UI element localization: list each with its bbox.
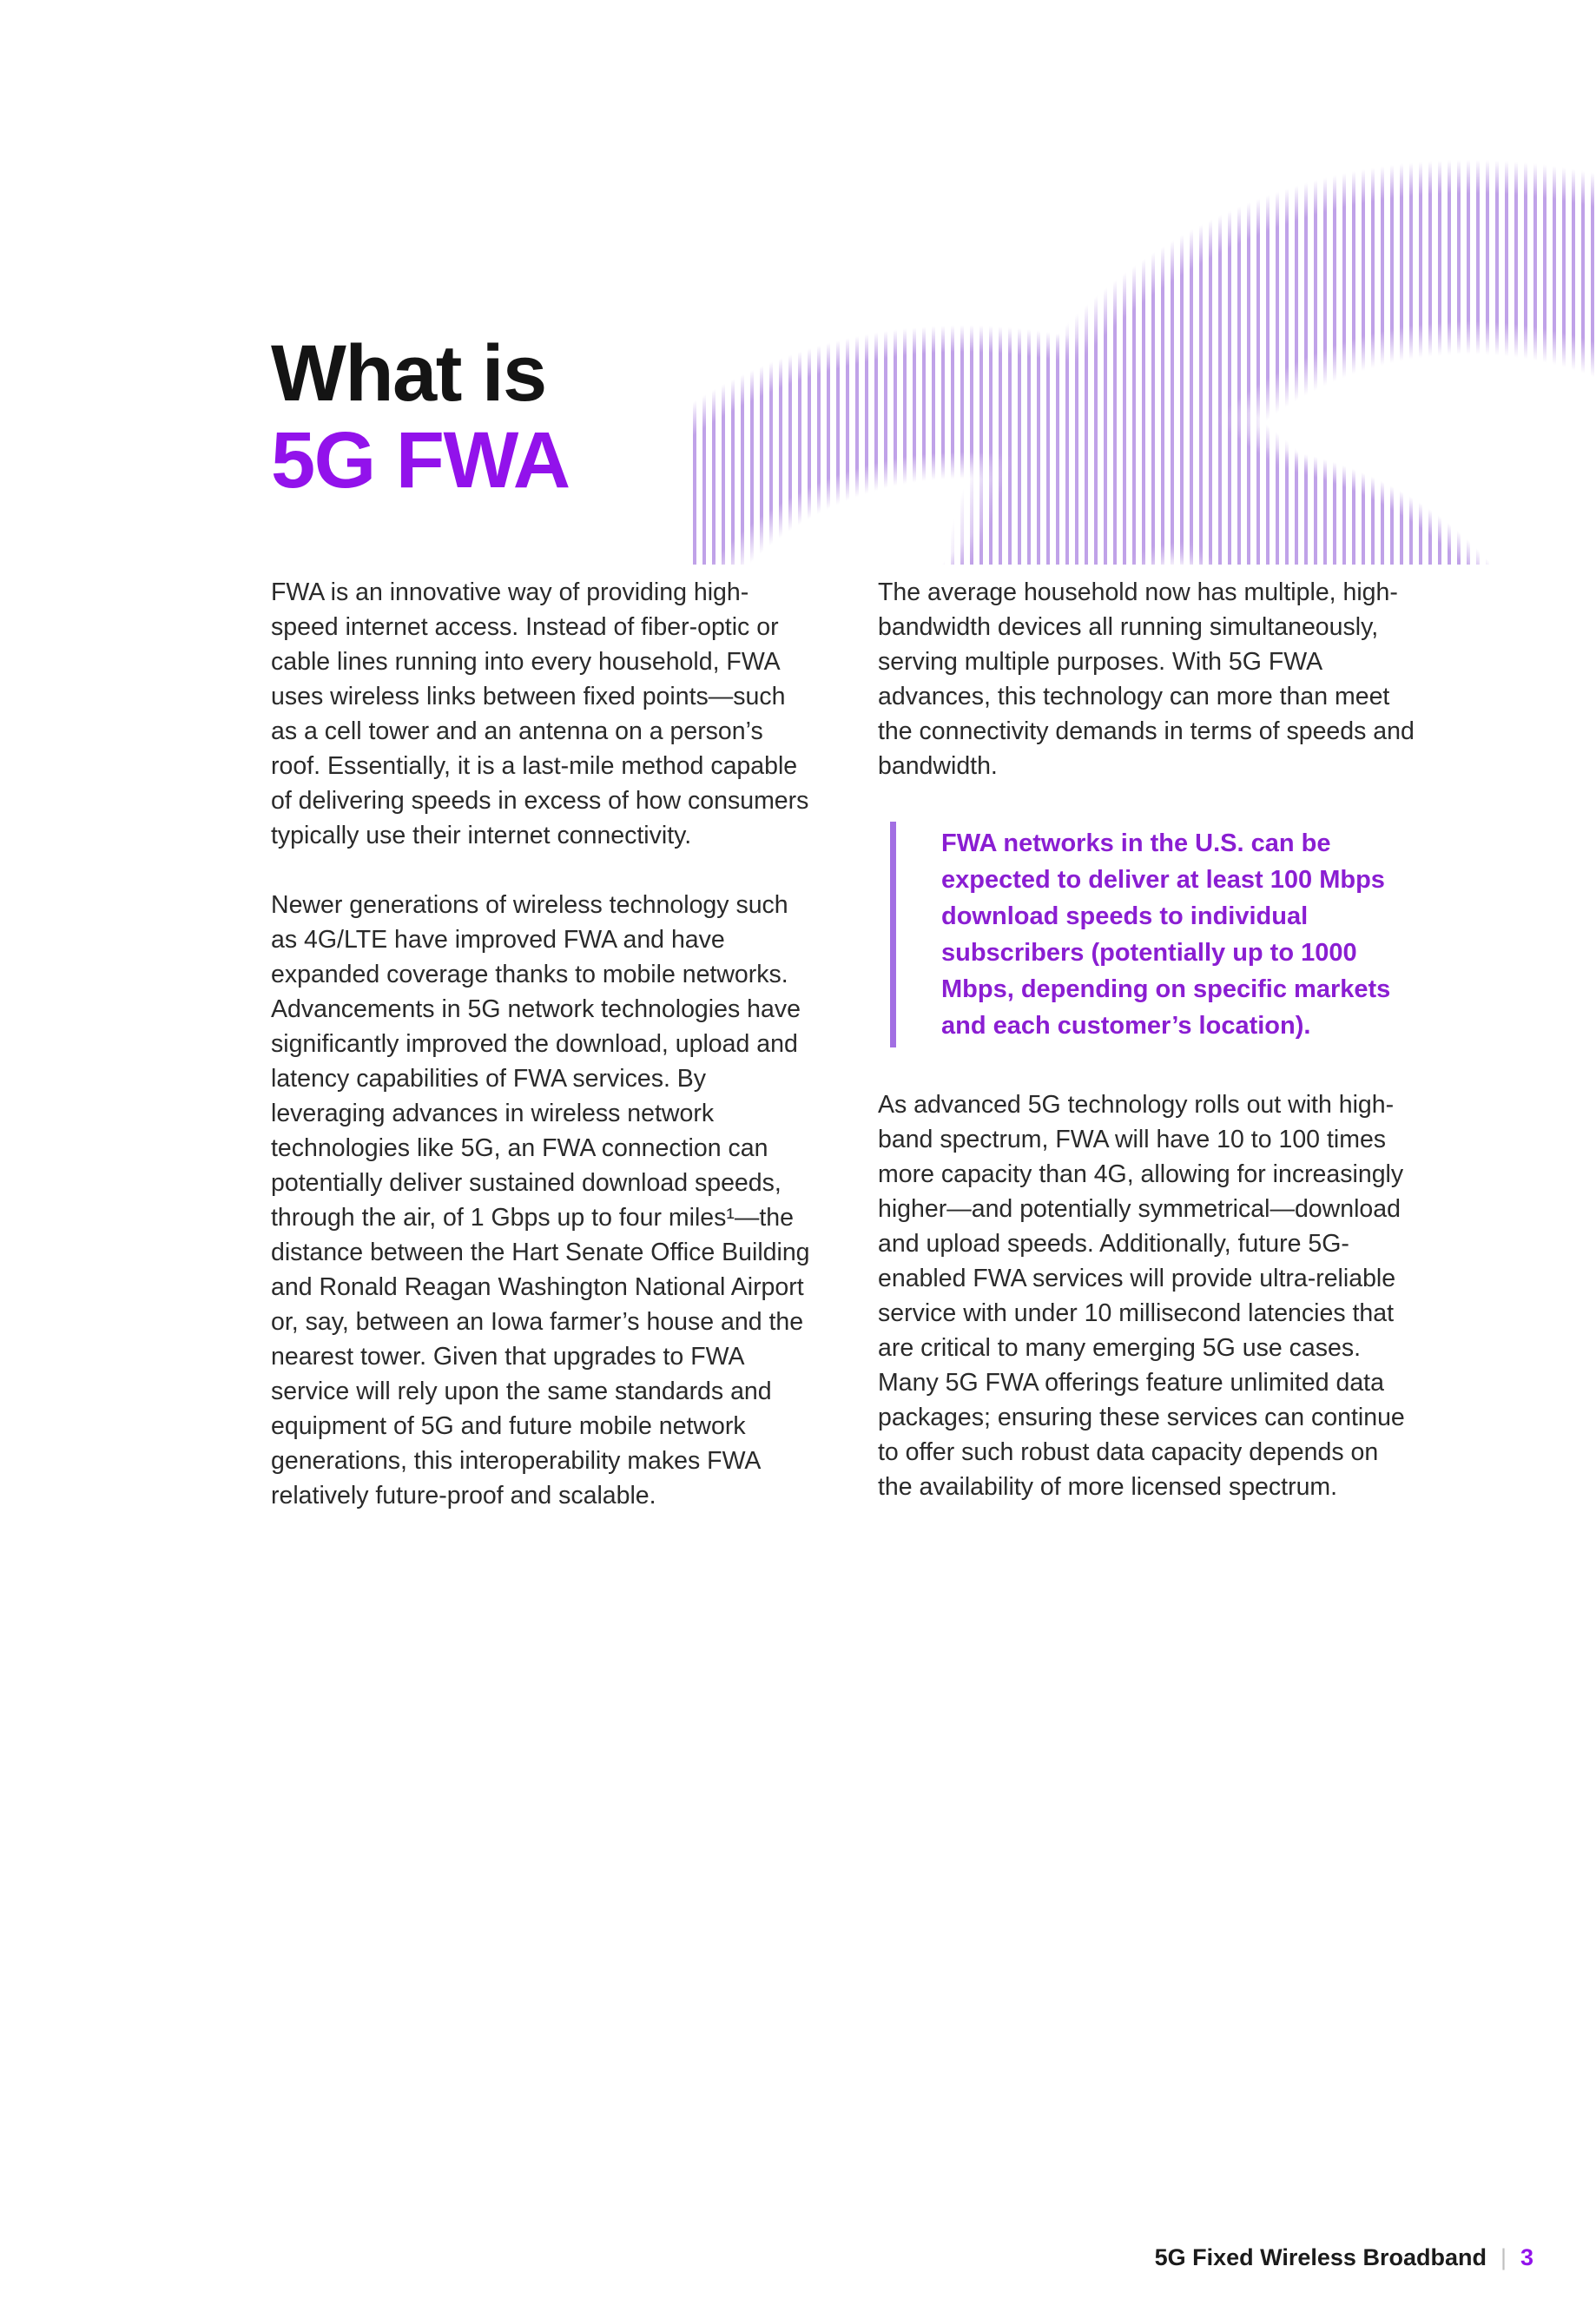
footer-separator: | [1500,2244,1507,2270]
page-title-line1: What is [271,328,546,418]
page-footer [1155,2244,1533,2271]
body-paragraph: The average household now has multiple, high-bandwidth devices all running simultaneously, serving multiple purposes. With 5G FWA advances, this technology can more than meet the connectivity demands in terms of speeds and bandwidth. [878,578,1415,780]
footer-page-number: 3 [1520,2244,1533,2270]
body-paragraph: As advanced 5G technology rolls out with high-band spectrum, FWA will have 10 to 100 times more capacity than 4G, allowing for increasingly higher—and potentially symmetrical—download and upload speeds. Additionally, future 5G-enabled FWA services will provide ultra-reliable service with under 10 millisecond latencies that are critical to many emerging 5G use cases. Many 5G FWA offerings feature unlimited data packages; ensuring these services can continue to offer such robust data capacity depends on the availability of more licensed spectrum. [878,1091,1405,1501]
right-column [878,575,1419,1548]
body-paragraph: FWA is an innovative way of providing high-speed internet access. Instead of fiber-optic or cable lines running into every household, FWA uses wireless links between fixed points—such as a cell tower and an antenna on a person’s roof. Essentially, it is a last-mile method capable of delivering speeds in excess of how consumers typically use their internet connectivity. [271,578,809,849]
body-paragraph: Newer generations of wireless technology such as 4G/LTE have improved FWA and have expanded coverage thanks to mobile networks. Advancements in 5G network technologies have significantly improved the download, upload and latency capabilities of FWA services. By leveraging advances in wireless network technologies like 5G, an FWA connection can potentially deliver sustained download speeds, through the air, of 1 Gbps up to four miles¹—the distance between the Hart Senate Office Building and Ronald Reagan Washington National Airport or, say, between an Iowa farmer’s house and the nearest tower. Given that upgrades to FWA service will rely upon the same standards and equipment of 5G and future mobile network generations, this interoperability makes FWA relatively future-proof and scalable. [271,891,810,1510]
body-columns [271,575,1419,1548]
page-title [271,330,570,504]
pull-quote-text: FWA networks in the U.S. can be expected to deliver at least 100 Mbps download speeds to individual subscribers (potentially up to 1000 Mbps, depending on specific markets and each customer’s location). [941,829,1391,1040]
pull-quote [890,822,1419,1047]
page-title-line2: 5G FWA [271,415,570,505]
wave-stripes-decoration [693,0,1596,565]
left-column [271,575,812,1548]
footer-document-title: 5G Fixed Wireless Broadband [1154,2244,1487,2270]
